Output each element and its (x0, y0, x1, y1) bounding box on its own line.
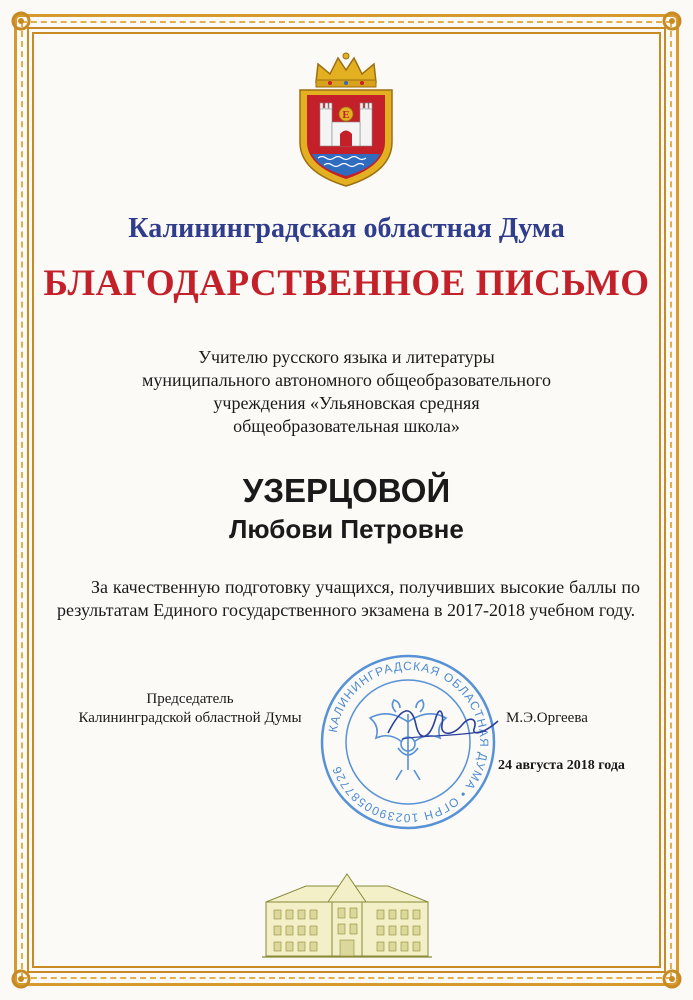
corner-knot-icon (10, 10, 32, 32)
gratitude-text (57, 576, 640, 622)
recipient-name: Любови Петровне (229, 514, 464, 544)
signer-position-line: Калининградской областной Думы (78, 710, 302, 726)
signer-name: М.Э.Оргеева (506, 710, 588, 726)
stamp-text: КАЛИНИНГРАДСКАЯ ОБЛАСТНАЯ ДУМА • ОГРН 1023900587726 (325, 658, 492, 826)
kaliningrad-coat-of-arms-icon (294, 50, 398, 190)
corner-knot-icon (10, 968, 32, 990)
addressee-position (0, 346, 693, 438)
svg-text:Е: Е (342, 109, 350, 121)
gratitude-text-content: За качественную подготовку учащихся, получивших высокие баллы по результатам Единого государственного экзамена в 2017-2018 учебном году. (57, 577, 640, 620)
signer-position-line: Председатель (146, 691, 234, 707)
corner-knot-icon (661, 968, 683, 990)
addressee-line: учреждения «Ульяновская средняя (213, 393, 480, 413)
addressee-line: Учителю русского языка и литературы (198, 347, 495, 367)
addressee-line: муниципального автономного общеобразовательного (142, 370, 551, 390)
corner-knot-icon (661, 10, 683, 32)
signer-position (60, 690, 320, 728)
recipient-surname: УЗЕРЦОВОЙ (242, 472, 451, 509)
document-title: БЛАГОДАРСТВЕННОЕ ПИСЬМО (43, 263, 650, 304)
organization-title: Калининградская областная Дума (128, 213, 565, 244)
handwritten-signature (382, 695, 502, 755)
addressee-line: общеобразовательная школа» (233, 416, 460, 436)
duma-building-icon (262, 868, 432, 960)
document-date: 24 августа 2018 года (498, 758, 625, 773)
